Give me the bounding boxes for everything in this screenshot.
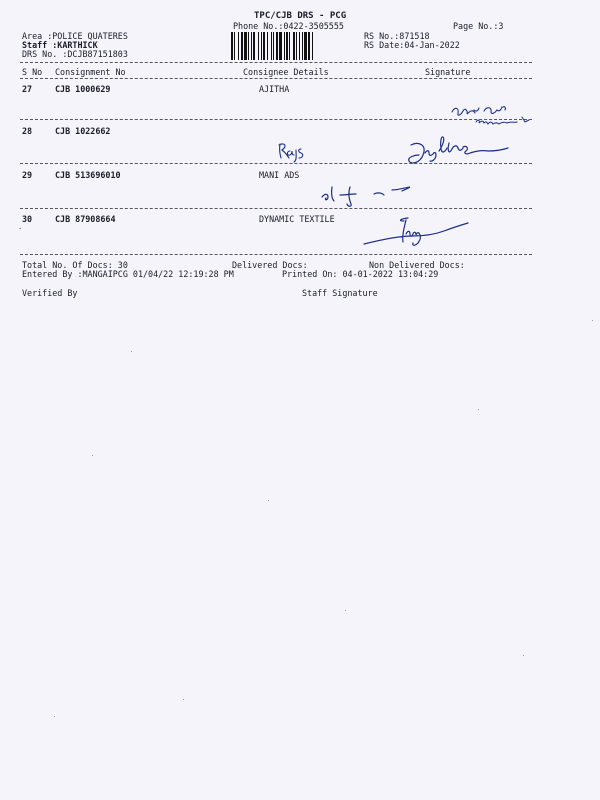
phone-number: Phone No.:0422-3505555: [233, 21, 344, 31]
paper-speck: [592, 320, 593, 321]
column-signature: Signature: [425, 67, 471, 77]
row30-signature: [362, 214, 474, 254]
row-consignment: CJB 1022662: [55, 126, 111, 136]
row-consignee: DYNAMIC TEXTILE: [259, 214, 335, 224]
stray-mark: ·: [18, 225, 23, 233]
verified-by: Verified By: [22, 288, 78, 298]
printed-on: Printed On: 04-01-2022 13:04:29: [282, 269, 439, 279]
paper-speck: [54, 716, 55, 717]
column-sno: S No: [22, 67, 43, 77]
non-delivered-docs: Non Delivered Docs:: [369, 260, 465, 270]
row28-consignee-handwriting: [276, 140, 310, 164]
columns-divider: [20, 78, 532, 79]
row28-signature: [405, 133, 525, 173]
row-sno: 27: [22, 84, 33, 94]
staff-signature-label: Staff Signature: [302, 288, 378, 298]
paper-speck: [523, 655, 524, 656]
row27-handwritten-note: [450, 104, 532, 130]
rs-date: RS Date:04-Jan-2022: [364, 40, 460, 50]
row-consignee: AJITHA: [259, 84, 290, 94]
entered-by: Entered By :MANGAIPCG 01/04/22 12:19:28 PM: [22, 269, 234, 279]
column-consignment: Consignment No: [55, 67, 126, 77]
row-consignment: CJB 87908664: [55, 214, 116, 224]
staff-label: Staff :KARTHICK: [22, 40, 98, 50]
paper-speck: [183, 699, 184, 700]
delivered-docs: Delivered Docs:: [232, 260, 308, 270]
paper-speck: [478, 409, 479, 410]
paper-speck: [92, 455, 93, 456]
row-sno: 28: [22, 126, 33, 136]
sheet-title: TPC/CJB DRS - PCG: [254, 11, 347, 21]
row-consignment: CJB 1000629: [55, 84, 111, 94]
row-divider: [20, 208, 532, 209]
drs-number: DRS No. :DCJB87151803: [22, 49, 128, 59]
row29-signature: [318, 181, 426, 209]
row-consignment: CJB 513696010: [55, 170, 121, 180]
paper-speck: [131, 351, 132, 352]
paper-speck: [345, 610, 346, 611]
header-divider: [20, 62, 532, 63]
total-docs: Total No. Of Docs: 30: [22, 260, 128, 270]
row-divider: [20, 163, 532, 164]
area-label: Area :POLICE QUATERES: [22, 31, 128, 41]
rs-number: RS No.:871518: [364, 31, 430, 41]
column-consignee: Consignee Details: [243, 67, 329, 77]
paper-speck: [268, 500, 269, 501]
barcode: [230, 32, 358, 60]
footer-divider: [20, 254, 532, 255]
row-divider: [20, 119, 532, 120]
row-sno: 30: [22, 214, 33, 224]
row-consignee: MANI ADS: [259, 170, 300, 180]
row-sno: 29: [22, 170, 33, 180]
page-number: Page No.:3: [453, 21, 504, 31]
